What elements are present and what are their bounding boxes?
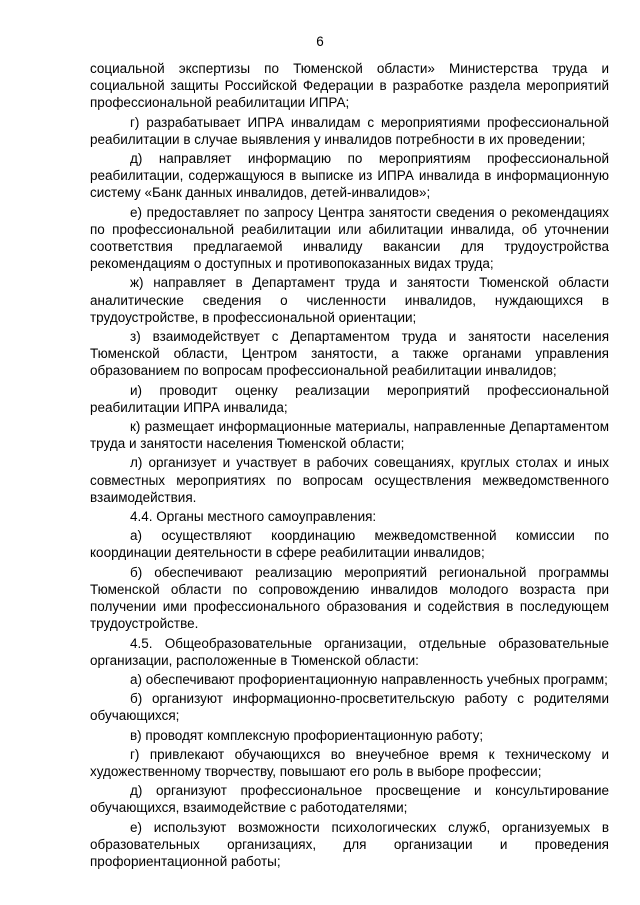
paragraph: а) осуществляют координацию межведомственной комиссии по координации деятельности в сфере реабилитации инвалидов; — [90, 528, 609, 561]
paragraph: 4.4. Органы местного самоуправления: — [130, 509, 377, 525]
paragraph: в) проводят комплексную профориентационную работу; — [130, 727, 484, 743]
page-number: 6 — [316, 34, 324, 49]
document-body — [90, 60, 609, 872]
paragraph: б) организуют информационно-просветительскую работу с родителями обучающихся; — [90, 691, 609, 724]
paragraph: а) обеспечивают профориентационную направленность учебных программ; — [130, 671, 608, 687]
paragraph: е) предоставляет по запросу Центра занятости сведения о рекомендациях по профессиональной реабилитации или абилитации инвалида, об уточнении соответствия предлагаемой инвалиду вакансии для трудоустройства рекомендациям о доступных и противопоказанных видах труда; — [90, 204, 609, 272]
paragraph: б) обеспечивают реализацию мероприятий региональной программы Тюменской области по сопровождению инвалидов молодого возраста при получении ими профессионального образования и содействия в последующем трудоустройстве. — [90, 564, 609, 632]
paragraph: д) организуют профессиональное просвещение и консультирование обучающихся, взаимодействие с работодателями; — [90, 783, 609, 816]
paragraph: г) разрабатывает ИПРА инвалидам с мероприятиями профессиональной реабилитации в случае выявления у инвалидов потребности в их проведении; — [90, 114, 609, 147]
paragraph: з) взаимодействует с Департаментом труда и занятости населения Тюменской области, Центром занятости, а также органами управления образованием по вопросам профессиональной реабилитации инвалидов; — [90, 329, 609, 379]
paragraph: 4.5. Общеобразовательные организации, отдельные образовательные организации, расположенные в Тюменской области: — [90, 635, 609, 668]
paragraph: и) проводит оценку реализации мероприятий профессиональной реабилитации ИПРА инвалида; — [90, 382, 609, 415]
paragraph: ж) направляет в Департамент труда и занятости Тюменской области аналитические сведения о численности инвалидов, нуждающихся в трудоустройстве, в профессиональной ориентации; — [90, 275, 609, 325]
paragraph: е) используют возможности психологических служб, организуемых в образовательных организациях, для организации и проведения профориентационной работы; — [90, 819, 609, 869]
paragraph: л) организует и участвует в рабочих совещаниях, круглых столах и иных совместных мероприятиях по вопросам осуществления межведомственного взаимодействия. — [90, 455, 609, 505]
paragraph: к) размещает информационные материалы, направленные Департаментом труда и занятости населения Тюменской области; — [90, 419, 609, 452]
paragraph: д) направляет информацию по мероприятиям профессиональной реабилитации, содержащуюся в выписке из ИПРА инвалида в информационную систему «Банк данных инвалидов, детей-инвалидов»; — [90, 151, 609, 201]
paragraph: г) привлекают обучающихся во внеучебное время к техническому и художественному творчеству, повышают его роль в выборе профессии; — [90, 746, 609, 779]
paragraph: социальной экспертизы по Тюменской области» Министерства труда и социальной защиты Российской Федерации в разработке раздела мероприятий профессиональной реабилитации ИПРА; — [90, 61, 609, 111]
